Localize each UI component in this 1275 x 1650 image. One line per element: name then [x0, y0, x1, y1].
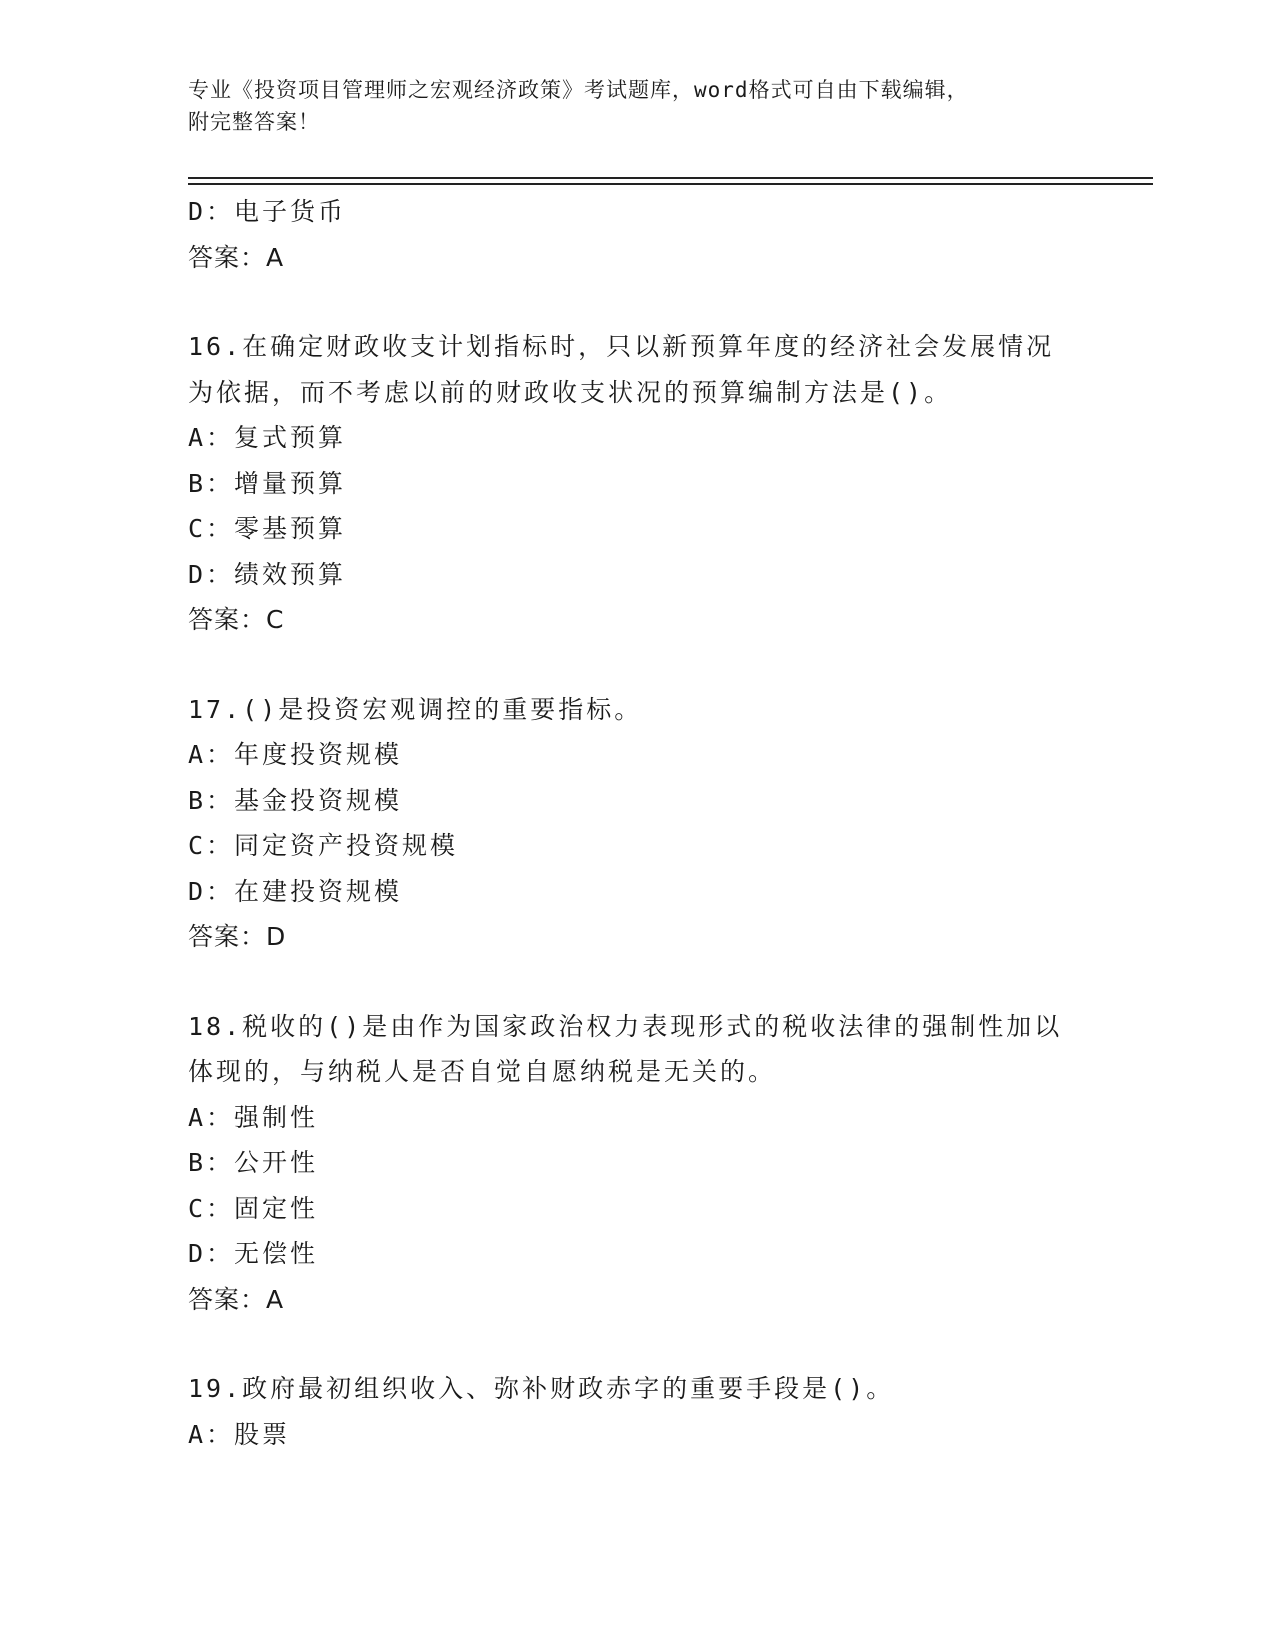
spacer — [188, 280, 1088, 324]
option-d: D：电子货币 — [188, 197, 347, 226]
question-list — [188, 189, 1088, 1457]
question-17 — [188, 687, 1088, 960]
spacer — [188, 1322, 1088, 1366]
question-stem-line: 体现的，与纳税人是否自觉自愿纳税是无关的。 — [188, 1057, 777, 1086]
document-header — [188, 74, 1088, 138]
option-c: C：同定资产投资规模 — [188, 831, 459, 860]
question-stem-line: 为依据，而不考虑以前的财政收支状况的预算编制方法是()。 — [188, 377, 953, 407]
question-19 — [188, 1366, 1088, 1457]
option-a: A：股票 — [188, 1419, 291, 1449]
spacer — [188, 960, 1088, 1004]
option-d: D：在建投资规模 — [188, 876, 403, 906]
option-c: C：固定性 — [188, 1193, 319, 1223]
question-stem-line: 16.在确定财政收支计划指标时，只以新预算年度的经济社会发展情况 — [188, 332, 1055, 361]
answer-line: 答案：D — [188, 922, 287, 951]
question-16 — [188, 324, 1088, 643]
question-stem-line: 17.()是投资宏观调控的重要指标。 — [188, 694, 643, 724]
question-stem-line: 19.政府最初组织收入、弥补财政赤字的重要手段是()。 — [188, 1374, 895, 1403]
option-a: A：强制性 — [188, 1102, 319, 1132]
option-b: B：基金投资规模 — [188, 785, 403, 815]
option-b: B：公开性 — [188, 1148, 319, 1177]
option-d: D：无偿性 — [188, 1239, 319, 1268]
option-d: D：绩效预算 — [188, 559, 347, 589]
header-divider-bottom — [188, 183, 1153, 185]
answer-line: 答案：C — [188, 605, 285, 634]
header-line-2: 附完整答案！ — [188, 110, 320, 134]
spacer — [188, 643, 1088, 687]
question-18 — [188, 1004, 1088, 1323]
answer-line: 答案：A — [188, 1284, 285, 1314]
option-c: C：零基预算 — [188, 514, 347, 543]
header-divider-top — [188, 177, 1153, 179]
option-a: A：年度投资规模 — [188, 740, 403, 769]
question-stem-line: 18.税收的()是由作为国家政治权力表现形式的税收法律的强制性加以 — [188, 1011, 1063, 1041]
header-line-1: 专业《投资项目管理师之宏观经济政策》考试题库，word格式可自由下载编辑， — [188, 78, 969, 102]
answer-line: 答案：A — [188, 242, 285, 272]
option-a: A：复式预算 — [188, 423, 347, 452]
option-b: B：增量预算 — [188, 468, 347, 498]
